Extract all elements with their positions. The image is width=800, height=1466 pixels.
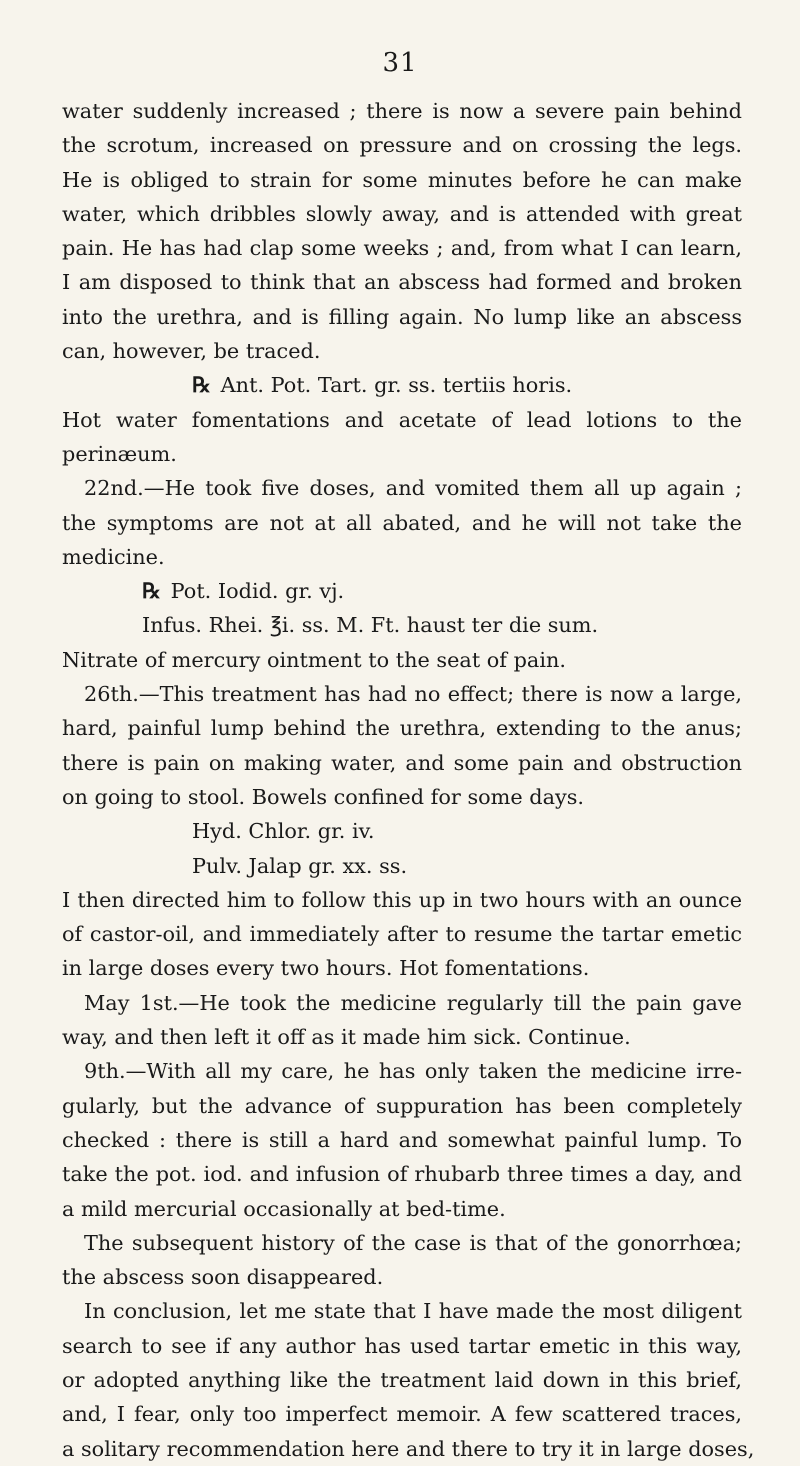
text-line xyxy=(62,1157,742,1191)
text-line xyxy=(62,334,742,368)
line-text: the abscess soon disappeared. xyxy=(62,1265,384,1290)
line-text: a solitary recommendation here and there to try it in large doses, xyxy=(62,1436,755,1461)
text-line xyxy=(62,506,742,540)
line-text: Nitrate of mercury ointment to the seat of pain. xyxy=(62,647,566,672)
text-line xyxy=(62,368,742,402)
text-line xyxy=(62,1054,742,1088)
text-line xyxy=(62,643,742,677)
text-line xyxy=(62,1363,742,1397)
text-line xyxy=(62,1123,742,1157)
text-line xyxy=(62,1432,755,1466)
text-line xyxy=(62,163,742,197)
text-line xyxy=(62,1089,742,1123)
text-line xyxy=(62,1329,742,1363)
text-line xyxy=(62,1294,742,1328)
prescription-symbol: ℞ xyxy=(142,578,161,604)
line-text: 22nd.—He took five doses, and vomited them all up again ; xyxy=(84,476,742,501)
line-text: the scrotum, increased on pressure and on crossing the legs. xyxy=(62,133,742,158)
line-text: Infus. Rhei. ℥i. ss. M. Ft. haust ter die sum. xyxy=(142,613,599,638)
line-text: medicine. xyxy=(62,544,165,569)
text-line xyxy=(62,540,742,574)
text-line xyxy=(62,1397,742,1431)
text-line xyxy=(62,917,742,951)
text-line xyxy=(62,711,742,745)
line-text: gularly, but the advance of suppuration has been completely xyxy=(62,1093,742,1118)
line-text: search to see if any author has used tartar emetic in this way, xyxy=(62,1333,742,1358)
line-text: Hyd. Chlor. gr. iv. xyxy=(192,819,375,844)
text-line xyxy=(62,403,742,437)
text-line xyxy=(62,608,742,642)
text-line xyxy=(62,300,742,334)
text-line xyxy=(62,94,742,128)
line-text: into the urethra, and is filling again. No lump like an abscess xyxy=(62,304,742,329)
line-text: water, which dribbles slowly away, and is attended with great xyxy=(62,201,742,226)
line-text: way, and then left it off as it made him sick. Continue. xyxy=(62,1025,631,1050)
text-line xyxy=(62,951,742,985)
text-line xyxy=(62,437,742,471)
line-text: take the pot. iod. and infusion of rhubarb three times a day, and xyxy=(62,1162,742,1187)
line-text: can, however, be traced. xyxy=(62,339,321,364)
line-text: 26th.—This treatment has had no effect; there is now a large, xyxy=(84,682,742,707)
line-text: I then directed him to follow this up in two hours with an ounce xyxy=(62,887,742,912)
line-text: Ant. Pot. Tart. gr. ss. tertiis horis. xyxy=(220,373,573,398)
line-text: in large doses every two hours. Hot fomentations. xyxy=(62,956,590,981)
text-line xyxy=(62,197,742,231)
text-line xyxy=(62,574,742,608)
text-line xyxy=(62,780,742,814)
text-line xyxy=(62,677,742,711)
prescription-symbol: ℞ xyxy=(192,372,211,398)
line-text: or adopted anything like the treatment laid down in this brief, xyxy=(62,1367,742,1392)
line-text: The subsequent history of the case is that of the gonorrhœa; xyxy=(84,1230,742,1255)
page-number: 31 xyxy=(382,48,418,78)
text-line xyxy=(62,1192,742,1226)
line-text: and, I fear, only too imperfect memoir. A few scattered traces, xyxy=(62,1402,742,1427)
text-line xyxy=(62,231,742,265)
text-line xyxy=(62,814,742,848)
line-text: perinæum. xyxy=(62,441,177,466)
line-text: Pulv. Jalap gr. xx. ss. xyxy=(192,853,408,878)
line-text: 9th.—With all my care, he has only taken the medicine irre- xyxy=(84,1059,742,1084)
text-line xyxy=(62,265,742,299)
text-line xyxy=(62,849,742,883)
text-line xyxy=(62,1260,742,1294)
line-text: water suddenly increased ; there is now a severe pain behind xyxy=(62,99,742,123)
text-line xyxy=(62,471,742,505)
line-text: Pot. Iodid. gr. vj. xyxy=(170,579,345,604)
line-text: checked : there is still a hard and somewhat painful lump. To xyxy=(62,1127,742,1152)
text-line xyxy=(62,128,742,162)
line-text: there is pain on making water, and some pain and obstruction xyxy=(62,750,742,775)
line-text: on going to stool. Bowels confined for some days. xyxy=(62,784,585,809)
line-text: He is obliged to strain for some minutes before he can make xyxy=(62,167,742,192)
line-text: a mild mercurial occasionally at bed-time. xyxy=(62,1196,506,1221)
text-line xyxy=(62,1020,742,1054)
line-text: Hot water fomentations and acetate of lead lotions to the xyxy=(62,407,742,432)
line-text: In conclusion, let me state that I have made the most diligent xyxy=(84,1299,742,1324)
line-text: hard, painful lump behind the urethra, extending to the anus; xyxy=(62,716,742,741)
line-text: May 1st.—He took the medicine regularly till the pain gave xyxy=(84,990,742,1015)
line-text: pain. He has had clap some weeks ; and, from what I can learn, xyxy=(62,236,742,261)
line-text: the symptoms are not at all abated, and he will not take the xyxy=(62,510,742,535)
text-line xyxy=(62,1226,742,1260)
text-line xyxy=(62,883,742,917)
body-text xyxy=(62,94,755,1466)
text-line xyxy=(62,746,742,780)
text-line xyxy=(62,986,742,1020)
line-text: of castor-oil, and immediately after to resume the tartar emetic xyxy=(62,922,742,947)
line-text: I am disposed to think that an abscess had formed and broken xyxy=(62,270,742,295)
